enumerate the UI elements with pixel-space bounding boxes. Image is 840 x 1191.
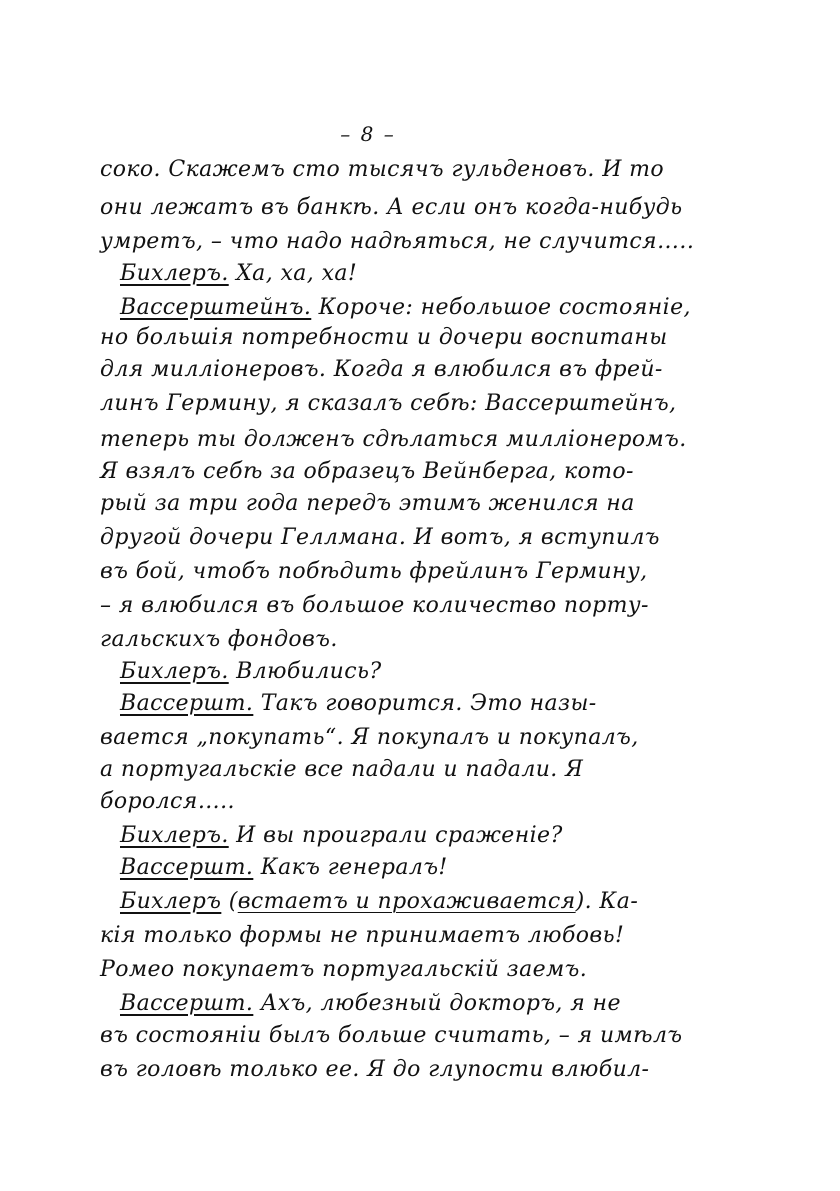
line-text: въ бой, чтобъ побѣдить фрейлинъ Гермину,: [100, 559, 648, 584]
text-line: [100, 1024, 740, 1048]
line-text: – я влюбился въ большое количество порту-: [100, 593, 649, 618]
text-line: [120, 660, 760, 684]
text-line: [100, 958, 740, 982]
line-text: гальскихъ фондовъ.: [100, 627, 338, 652]
line-text: линъ Гермину, я сказалъ себѣ: Вассерштейнъ,: [100, 391, 677, 416]
text-line: [100, 492, 740, 516]
speaker-name: Бихлеръ.: [120, 823, 229, 848]
line-text: другой дочери Геллмана. И вотъ, я вступилъ: [100, 525, 660, 550]
text-line: [120, 856, 760, 880]
line-text: соко. Скажемъ сто тысячъ гульденовъ. И то: [100, 157, 665, 182]
line-text: вается „покупать“. Я покупалъ и покупалъ,: [100, 725, 639, 750]
text-line: [100, 326, 740, 350]
line-text: теперь ты долженъ сдѣлаться милліонеромъ.: [100, 427, 687, 452]
line-text: Короче: небольшое состояніе,: [311, 295, 691, 320]
text-line: [100, 428, 740, 452]
line-text: Ха, ха, ха!: [228, 261, 358, 286]
line-text: Влюбились?: [228, 659, 382, 684]
text-line: [120, 262, 760, 286]
line-text: боролся…..: [100, 789, 235, 814]
speaker-name: Бихлеръ.: [120, 261, 229, 286]
text-line: [100, 628, 740, 652]
text-line: [100, 358, 740, 382]
line-text: въ состояніи былъ больше считать, – я имѣлъ: [100, 1023, 683, 1048]
line-text: но большія потребности и дочери воспитаны: [100, 325, 668, 350]
line-text: Ромео покупаетъ португальскій заемъ.: [100, 957, 588, 982]
line-text: умретъ, – что надо надѣяться, не случится…..: [100, 229, 695, 254]
speaker-name: Вассершт.: [120, 691, 254, 716]
text-line: [100, 392, 740, 416]
line-text: Ахъ, любезный докторъ, я не: [253, 991, 621, 1016]
line-text-after: ). Ка-: [575, 889, 639, 914]
text-line: [100, 230, 740, 254]
text-line: [120, 992, 760, 1016]
line-text: кія только формы не принимаетъ любовь!: [100, 923, 625, 948]
text-line: [100, 758, 740, 782]
line-text: Такъ говорится. Это назы-: [253, 691, 597, 716]
line-text: Какъ генералъ!: [253, 855, 448, 880]
line-text: Я взялъ себѣ за образецъ Вейнберга, кото-: [100, 459, 634, 484]
text-line: [100, 594, 740, 618]
speaker-name: Вассершт.: [120, 991, 254, 1016]
text-line: [100, 526, 740, 550]
speaker-name: Вассерштейнъ.: [120, 295, 312, 320]
text-line: [100, 196, 740, 220]
line-text: а португальскіе все падали и падали. Я: [100, 757, 584, 782]
text-line: [120, 824, 760, 848]
text-line: [100, 560, 740, 584]
line-text: въ головѣ только ее. Я до глупости влюбил-: [100, 1057, 650, 1082]
line-text: И вы проиграли сраженіе?: [228, 823, 563, 848]
text-line: [120, 692, 760, 716]
page-number: – 8 –: [340, 122, 396, 146]
text-line: [120, 296, 760, 320]
line-text: рый за три года передъ этимъ женился на: [100, 491, 635, 516]
text-line: [100, 924, 740, 948]
stage-direction: встаетъ и прохаживается: [237, 889, 576, 914]
speaker-name: Вассершт.: [120, 855, 254, 880]
text-line: [100, 158, 740, 182]
text-line: [100, 1058, 740, 1082]
text-line: [100, 460, 740, 484]
text-line: [100, 790, 740, 814]
line-text: для милліонеровъ. Когда я влюбился въ фрей-: [100, 357, 663, 382]
text-line: [100, 726, 740, 750]
text-line: [120, 890, 760, 914]
speaker-name: Бихлеръ.: [120, 659, 229, 684]
line-text: (: [221, 889, 238, 914]
speaker-name: Бихлеръ: [120, 889, 222, 914]
line-text: они лежатъ въ банкѣ. А если онъ когда-нибудь: [100, 195, 683, 220]
